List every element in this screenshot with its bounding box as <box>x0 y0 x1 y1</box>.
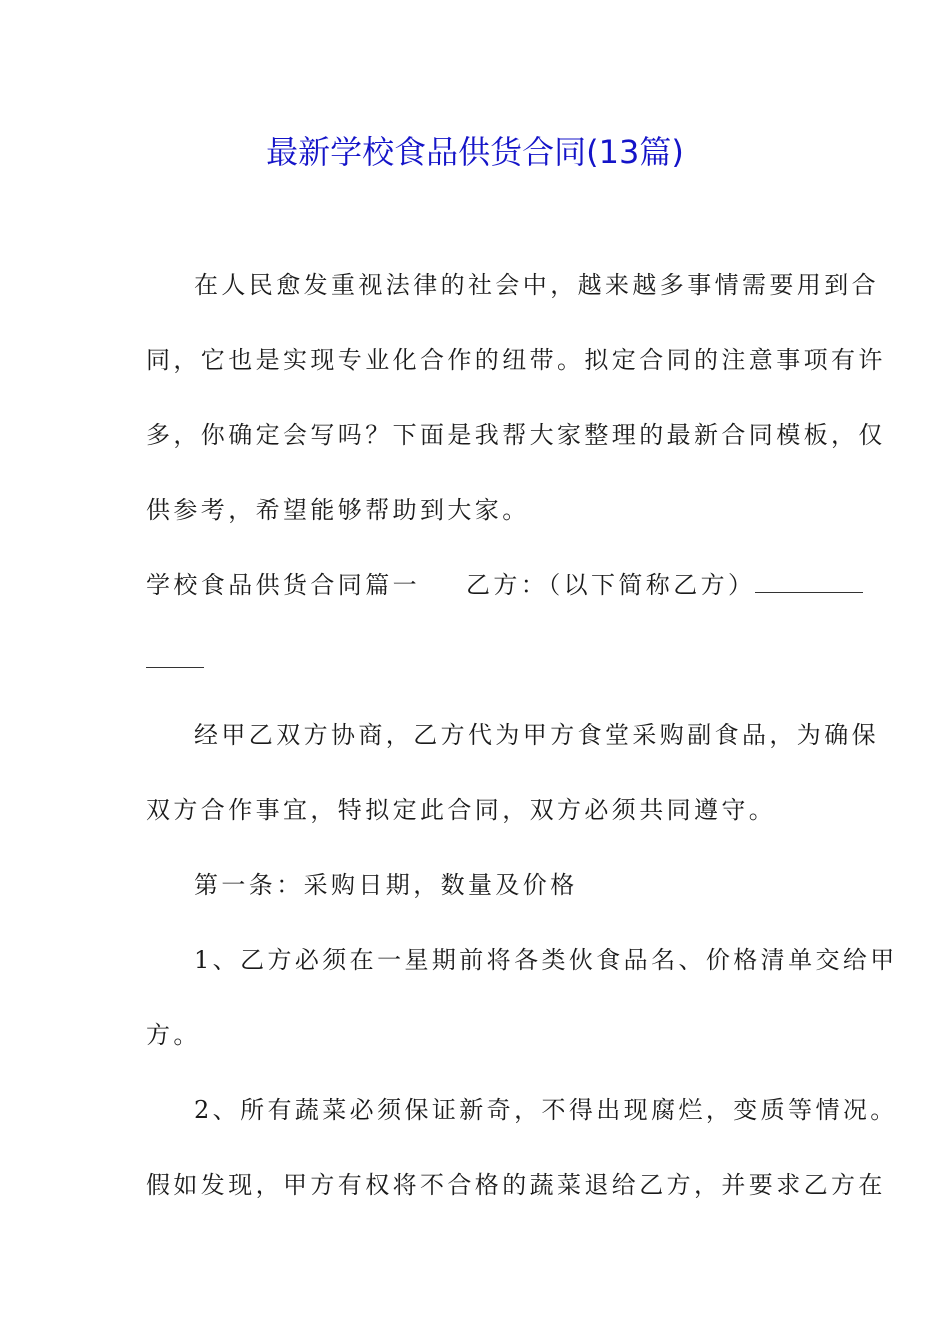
paragraph-line: 多，你确定会写吗？下面是我帮大家整理的最新合同模板，仅 <box>146 421 886 449</box>
paragraph-line: 方。 <box>146 1021 201 1049</box>
blank-underline <box>755 592 863 593</box>
paragraph-line: 供参考，希望能够帮助到大家。 <box>146 496 530 524</box>
section-heading: 学校食品供货合同篇一 <box>146 571 420 599</box>
blank-line <box>146 643 806 677</box>
paragraph-line: 同，它也是实现专业化合作的纽带。拟定合同的注意事项有许 <box>146 346 886 374</box>
paragraph-line: 2、所有蔬菜必须保证新奇，不得出现腐烂，变质等情况。 <box>194 1096 898 1124</box>
section-heading-line <box>146 568 806 602</box>
blank-underline <box>146 667 204 668</box>
document-title: 最新学校食品供货合同(13篇) <box>266 133 684 171</box>
paragraph-line: 假如发现，甲方有权将不合格的蔬菜退给乙方，并要求乙方在 <box>146 1171 886 1199</box>
paragraph-line: 在人民愈发重视法律的社会中，越来越多事情需要用到合 <box>194 271 879 299</box>
paragraph-line: 双方合作事宜，特拟定此合同，双方必须共同遵守。 <box>146 796 777 824</box>
paragraph-line: 经甲乙双方协商，乙方代为甲方食堂采购副食品，为确保 <box>194 721 879 749</box>
clause-heading: 第一条：采购日期，数量及价格 <box>194 871 578 899</box>
paragraph-line: 1、乙方必须在一星期前将各类伙食品名、价格清单交给甲 <box>194 946 898 974</box>
party-b-label: 乙方：（以下简称乙方） <box>466 571 756 599</box>
